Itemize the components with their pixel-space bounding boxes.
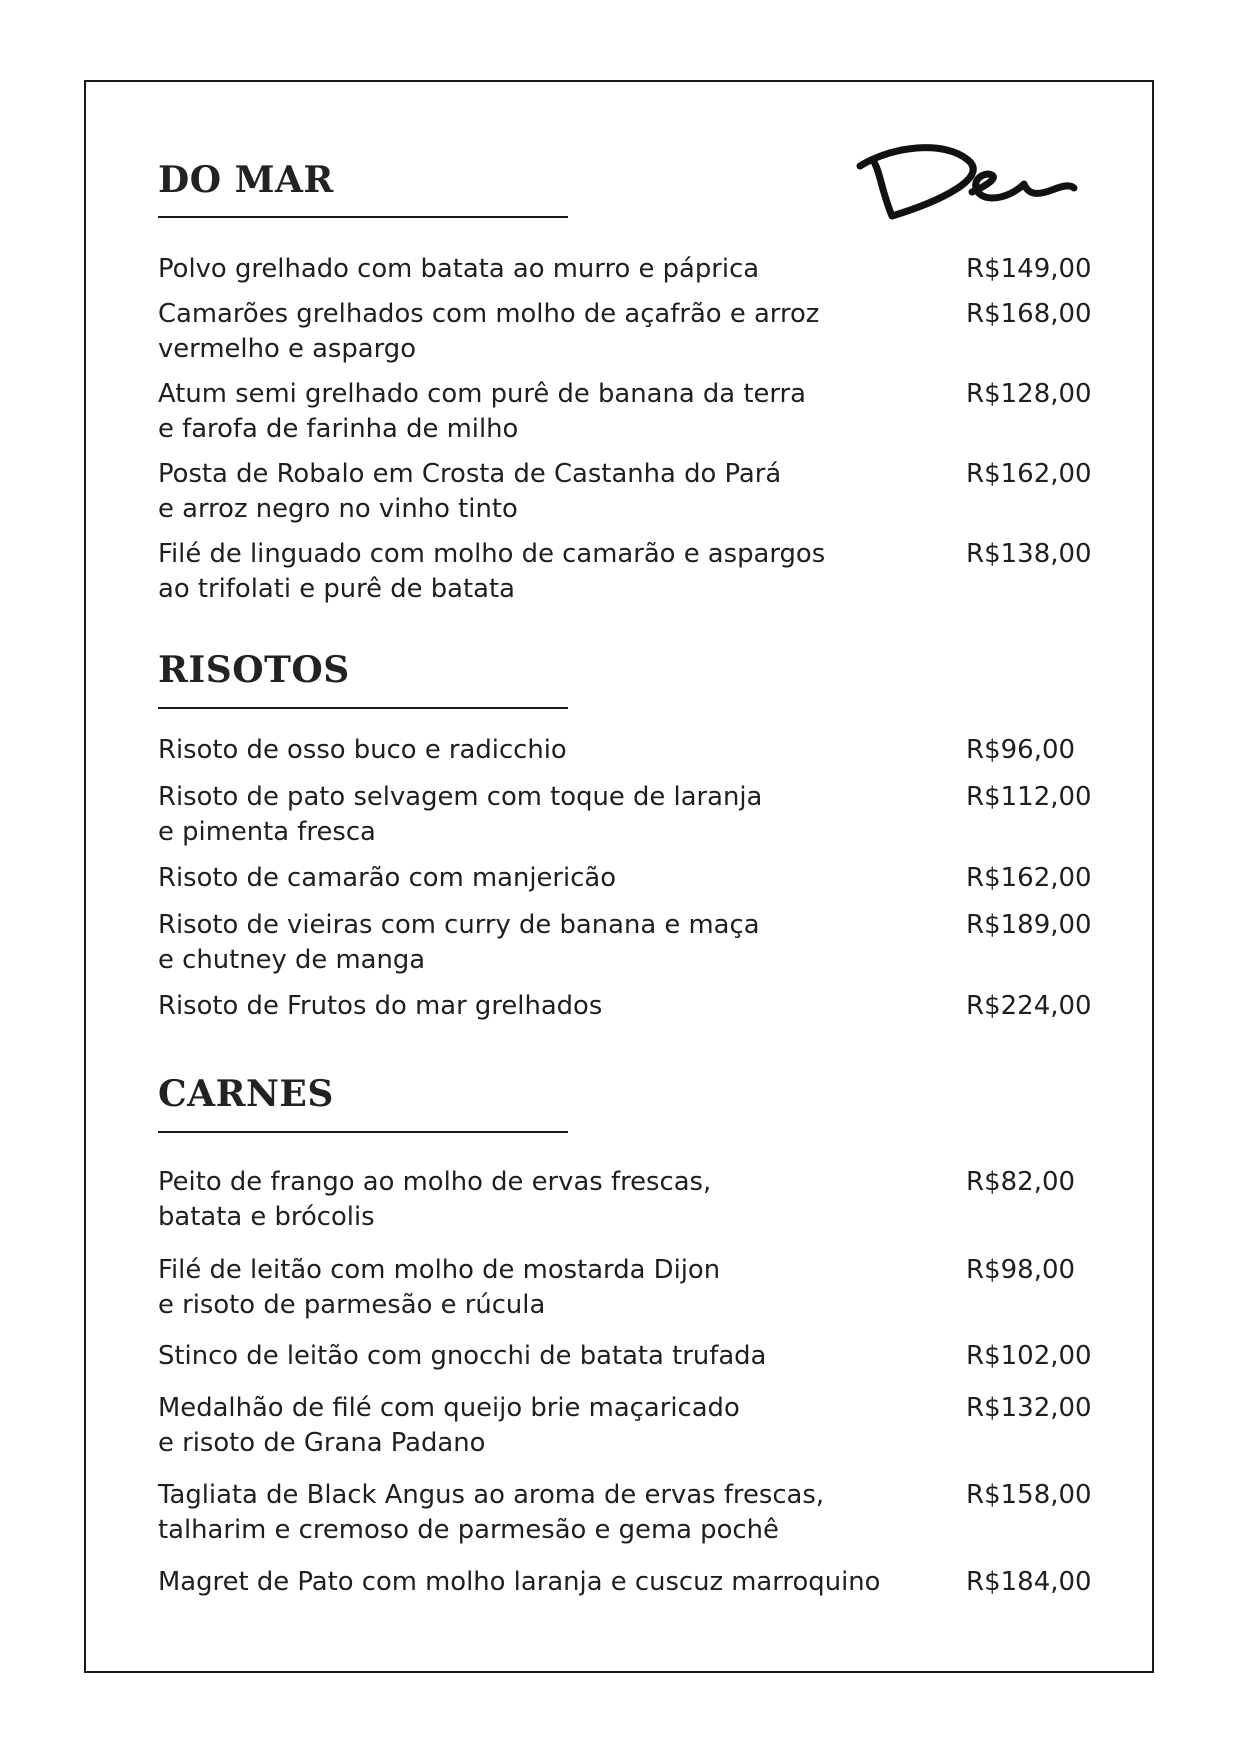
- item-description: Filé de leitão com molho de mostarda Dijon: [158, 1255, 721, 1285]
- item-description: Tagliata de Black Angus ao aroma de ervas frescas,: [158, 1480, 825, 1510]
- item-price: R$162,00: [966, 863, 1092, 893]
- signature-logo-icon: [852, 132, 1082, 228]
- item-price: R$82,00: [966, 1167, 1076, 1197]
- item-description: Risoto de pato selvagem com toque de laranja: [158, 782, 763, 812]
- item-description-cont: e risoto de parmesão e rúcula: [158, 1290, 546, 1320]
- item-description-cont: e risoto de Grana Padano: [158, 1428, 486, 1458]
- item-price: R$149,00: [966, 254, 1092, 284]
- item-price: R$112,00: [966, 782, 1092, 812]
- item-description: Peito de frango ao molho de ervas frescas,: [158, 1167, 712, 1197]
- item-price: R$189,00: [966, 910, 1092, 940]
- item-description: Medalhão de filé com queijo brie maçaricado: [158, 1393, 740, 1423]
- item-description: Atum semi grelhado com purê de banana da terra: [158, 379, 807, 409]
- item-description: Polvo grelhado com batata ao murro e páprica: [158, 254, 760, 284]
- section-title-do-mar: DO MAR: [158, 159, 334, 201]
- section-divider: [158, 707, 568, 709]
- item-description-cont: e farofa de farinha de milho: [158, 414, 519, 444]
- item-description-cont: e arroz negro no vinho tinto: [158, 494, 518, 524]
- section-title-risotos: RISOTOS: [158, 649, 350, 691]
- item-description-cont: vermelho e aspargo: [158, 334, 417, 364]
- item-description: Risoto de osso buco e radicchio: [158, 735, 567, 765]
- item-description: Stinco de leitão com gnocchi de batata trufada: [158, 1341, 767, 1371]
- item-price: R$98,00: [966, 1255, 1076, 1285]
- item-description-cont: ao trifolati e purê de batata: [158, 574, 515, 604]
- item-price: R$96,00: [966, 735, 1076, 765]
- item-price: R$168,00: [966, 299, 1092, 329]
- item-price: R$184,00: [966, 1567, 1092, 1597]
- item-description: Filé de linguado com molho de camarão e aspargos: [158, 539, 826, 569]
- section-divider: [158, 1131, 568, 1133]
- item-price: R$158,00: [966, 1480, 1092, 1510]
- item-description-cont: e chutney de manga: [158, 945, 426, 975]
- item-description-cont: talharim e cremoso de parmesão e gema pochê: [158, 1515, 779, 1545]
- item-price: R$102,00: [966, 1341, 1092, 1371]
- item-description: Risoto de vieiras com curry de banana e maça: [158, 910, 760, 940]
- item-description: Posta de Robalo em Crosta de Castanha do Pará: [158, 459, 782, 489]
- item-price: R$138,00: [966, 539, 1092, 569]
- item-price: R$162,00: [966, 459, 1092, 489]
- item-description: Camarões grelhados com molho de açafrão e arroz: [158, 299, 820, 329]
- item-description: Magret de Pato com molho laranja e cuscuz marroquino: [158, 1567, 881, 1597]
- item-price: R$128,00: [966, 379, 1092, 409]
- section-title-carnes: CARNES: [158, 1073, 334, 1115]
- item-description-cont: e pimenta fresca: [158, 817, 376, 847]
- item-description: Risoto de camarão com manjericão: [158, 863, 617, 893]
- item-price: R$132,00: [966, 1393, 1092, 1423]
- item-price: R$224,00: [966, 991, 1092, 1021]
- section-divider: [158, 216, 568, 218]
- item-description: Risoto de Frutos do mar grelhados: [158, 991, 603, 1021]
- item-description-cont: batata e brócolis: [158, 1202, 375, 1232]
